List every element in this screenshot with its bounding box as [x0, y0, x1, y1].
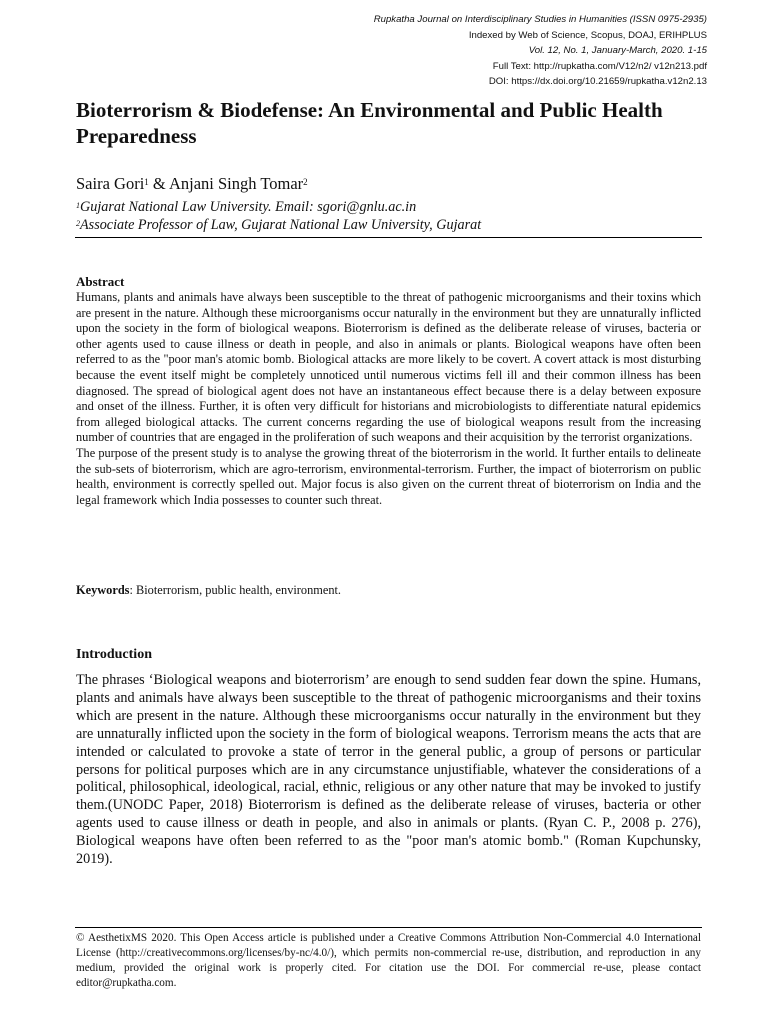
affiliation-text: Associate Professor of Law, Gujarat National Law University, Gujarat	[80, 217, 482, 233]
author-name: Saira Gori	[76, 174, 145, 193]
doi-link[interactable]: DOI: https://dx.doi.org/10.21659/rupkatha.v12n2.13	[488, 76, 707, 88]
author-name: Anjani Singh Tomar	[168, 174, 304, 193]
author-superscript: 2	[303, 177, 308, 187]
journal-header	[374, 12, 707, 90]
affiliation-superscript: 1	[76, 201, 80, 210]
introduction-paragraph: The phrases ‘Biological weapons and bioterrorism’ are enough to send sudden fear down the spine. Humans, plants and animals have always been susceptible to the threat of pathogenic microorganisms and their toxins which are present in the nature. Although these microorganisms occur naturally in the environment but they are unnaturally inflicted upon the society in the form of biological weapons. Terrorism means the acts that are intended or calculated to provoke a state of terror in the general public, a group of persons or particular persons for political purposes which are in any circumstance unjustifiable, whatever the considerations of a political, philosophical, ideological, racial, ethnic, religious or any other nature that may be invoked to justify them.(UNODC Paper, 2018) Bioterrorism is defined as the deliberate release of viruses, bacteria or other agents used to cause illness or death in people, and also in animals or plants. (Ryan C. P., 2008 p. 276), Biological weapons have often been referred to as the "poor man's atomic bomb." (Roman Kupchunsky, 2019).	[76, 672, 701, 868]
full-text-link[interactable]: Full Text: http://rupkatha.com/V12/n2/ v12n213.pdf	[492, 60, 707, 72]
journal-indexing: Indexed by Web of Science, Scopus, DOAJ, ERIHPLUS	[468, 29, 707, 41]
journal-volume: Vol. 12, No. 1, January-March, 2020. 1-15	[528, 45, 707, 57]
license-footnote: © AesthetixMS 2020. This Open Access article is published under a Creative Commons Attribution Non-Commercial 4.0 International License (http://creativecommons.org/licenses/by-nc/4.0/), which permits non-commercial re-use, distribution, and reproduction in any medium, provided the original work is properly cited. For citation use the DOI. For commercial re-use, please contact editor@rupkatha.com.	[76, 932, 701, 989]
introduction-heading: Introduction	[76, 647, 152, 662]
author-superscript: 1	[144, 177, 149, 187]
keywords	[76, 583, 341, 599]
header-divider	[75, 237, 702, 238]
affiliation-1	[76, 198, 416, 216]
author-separator: &	[148, 174, 169, 193]
abstract-paragraph: The purpose of the present study is to analyse the growing threat of the bioterrorism in the world. It further entails to delineate the sub-sets of bioterrorism, which are agro-terrorism, environmental-terrorism. Further, the impact of bioterrorism on public health, environment is correctly spelled out. Major focus is also given on the current threat of bioterrorism on India and the legal framework which India possesses to counter such threat.	[76, 445, 701, 507]
affiliation-superscript: 2	[76, 219, 80, 228]
introduction-body	[76, 672, 701, 869]
paper-title: Bioterrorism & Biodefense: An Environmental and Public Health Preparedness	[76, 98, 663, 148]
abstract-heading: Abstract	[76, 274, 125, 289]
abstract-paragraph: Humans, plants and animals have always been susceptible to the threat of pathogenic microorganisms and their toxins which are present in the nature. Although these microorganisms occur naturally in the environment but they are unnaturally inflicted upon the society in the form of biological weapons. Bioterrorism is defined as the deliberate release of viruses, bacteria or other agents used to cause illness or death in people, and also in animals or plants. Biological weapons have often been referred to as the "poor man's atomic bomb. Biological attacks are more likely to be covert. A covert attack is most disturbing because the event itself might be completely unnoticed until numerous victims fell ill and their common illness has been diagnosed. The spread of biological agent does not have an instantaneous effect because there is a delay between exposure and onset of the illness. Further, it is often very difficult for historians and microbiologists to differentiate natural epidemics from alleged biological attacks. The current concerns regarding the use of biological weapons result from the increasing number of countries that are engaged in the proliferation of such weapons and their acquisition by the terrorist organizations.	[76, 290, 701, 445]
affiliation-text: Gujarat National Law University. Email: sgori@gnlu.ac.in	[80, 199, 417, 215]
keywords-label: Keywords	[76, 583, 130, 597]
keywords-value: Bioterrorism, public health, environment.	[136, 583, 342, 597]
affiliation-2	[76, 216, 481, 234]
footer-divider	[75, 927, 702, 928]
abstract-body	[76, 290, 701, 508]
keywords-separator: :	[129, 583, 137, 597]
journal-name: Rupkatha Journal on Interdisciplinary Studies in Humanities (ISSN 0975-2935)	[373, 14, 707, 25]
author-line	[76, 174, 308, 194]
